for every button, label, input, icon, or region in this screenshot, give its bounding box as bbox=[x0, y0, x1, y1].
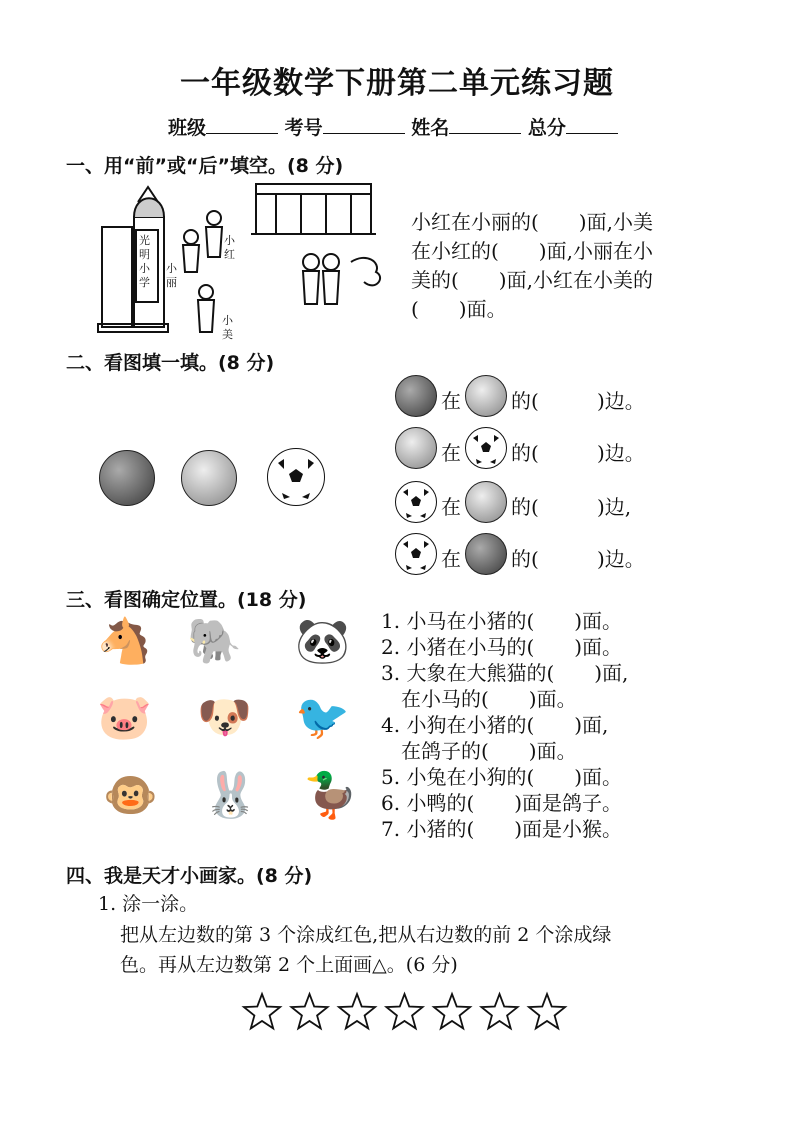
end-text: )边。 bbox=[597, 441, 645, 465]
label-xiaoli: 小丽 bbox=[166, 262, 177, 289]
zai-text: 在 bbox=[441, 389, 461, 413]
page-title: 一年级数学下册第二单元练习题 bbox=[180, 66, 614, 101]
zai-text: 在 bbox=[441, 441, 461, 465]
de-text: 的( bbox=[511, 547, 539, 571]
score-label: 总分 bbox=[527, 117, 566, 139]
de-text: 的( bbox=[511, 441, 539, 465]
soccer-ball-icon bbox=[395, 481, 437, 523]
name-label: 姓名 bbox=[411, 117, 450, 139]
volleyball-icon bbox=[395, 427, 437, 469]
end-text: )边, bbox=[597, 495, 632, 519]
section1-heading: 一、用“前”或“后”填空。(8 分) bbox=[66, 155, 344, 177]
elephant-icon: 🐘 bbox=[187, 616, 242, 667]
pig-icon: 🐷 bbox=[97, 692, 152, 743]
basketball-icon bbox=[99, 450, 155, 506]
section4-sub: 1. 涂一涂。 bbox=[98, 893, 199, 915]
basketball-icon bbox=[395, 375, 437, 417]
de-text: 的( bbox=[511, 495, 539, 519]
end-text: )边。 bbox=[597, 547, 645, 571]
s1-line: 小红在小丽的( )面,小美 bbox=[411, 210, 653, 234]
section4-heading: 四、我是天才小画家。(8 分) bbox=[66, 865, 313, 887]
section3-questions bbox=[381, 608, 628, 842]
section3-heading: 三、看图确定位置。(18 分) bbox=[66, 589, 307, 611]
section1-text bbox=[411, 208, 653, 324]
section2-heading: 二、看图填一填。(8 分) bbox=[66, 352, 275, 374]
s3-line: 7. 小猪的( )面是小猴。 bbox=[381, 817, 623, 841]
dog-icon: 🐶 bbox=[197, 692, 252, 743]
volleyball-icon bbox=[465, 481, 507, 523]
star-icon[interactable] bbox=[529, 994, 565, 1028]
section4-line1: 把从左边数的第 3 个涂成红色,把从右边数的前 2 个涂成绿 bbox=[120, 924, 612, 946]
volleyball-icon bbox=[465, 375, 507, 417]
pigeon-icon: 🐦 bbox=[295, 692, 350, 743]
s3-line: 3. 大象在大熊猫的( )面, bbox=[381, 661, 629, 685]
section4-line2: 色。再从左边数第 2 个上面画△。(6 分) bbox=[120, 954, 458, 976]
s3-line: 在小马的( )面。 bbox=[381, 687, 577, 711]
s3-line: 2. 小猪在小马的( )面。 bbox=[381, 635, 623, 659]
name-blank[interactable] bbox=[449, 115, 521, 134]
student-info bbox=[168, 113, 618, 140]
de-text: 的( bbox=[511, 389, 539, 413]
number-blank[interactable] bbox=[323, 115, 405, 134]
score-blank[interactable] bbox=[566, 115, 618, 134]
school-sign: 光明小学 bbox=[139, 234, 150, 289]
s3-line: 1. 小马在小猪的( )面。 bbox=[381, 609, 623, 633]
s1-line: 美的( )面,小红在小美的 bbox=[411, 268, 653, 292]
end-text: )边。 bbox=[597, 389, 645, 413]
s1-line: ( )面。 bbox=[411, 297, 507, 321]
star-shape[interactable] bbox=[242, 993, 572, 1033]
s3-line: 在鸽子的( )面。 bbox=[381, 739, 577, 763]
s3-line: 6. 小鸭的( )面是鸽子。 bbox=[381, 791, 623, 815]
star-row bbox=[242, 993, 572, 1033]
horse-icon: 🐴 bbox=[97, 616, 152, 667]
soccer-ball-icon bbox=[267, 448, 325, 506]
s1-line: 在小红的( )面,小丽在小 bbox=[411, 239, 653, 263]
monkey-icon: 🐵 bbox=[103, 770, 158, 821]
volleyball-icon bbox=[181, 450, 237, 506]
panda-icon: 🐼 bbox=[295, 616, 350, 667]
basketball-icon bbox=[465, 533, 507, 575]
section1-illustration bbox=[96, 182, 396, 347]
animal-grid bbox=[95, 618, 365, 838]
class-label: 班级 bbox=[168, 117, 207, 139]
label-xiaomei: 小美 bbox=[222, 314, 233, 341]
duck-icon: 🦆 bbox=[303, 770, 358, 821]
soccer-ball-icon bbox=[465, 427, 507, 469]
zai-text: 在 bbox=[441, 495, 461, 519]
class-blank[interactable] bbox=[206, 115, 278, 134]
s3-line: 5. 小兔在小狗的( )面。 bbox=[381, 765, 623, 789]
s3-line: 4. 小狗在小猪的( )面, bbox=[381, 713, 609, 737]
soccer-ball-icon bbox=[395, 533, 437, 575]
label-xiaohong: 小红 bbox=[224, 234, 235, 261]
zai-text: 在 bbox=[441, 547, 461, 571]
rabbit-icon: 🐰 bbox=[203, 770, 258, 821]
number-label: 考号 bbox=[284, 117, 323, 139]
